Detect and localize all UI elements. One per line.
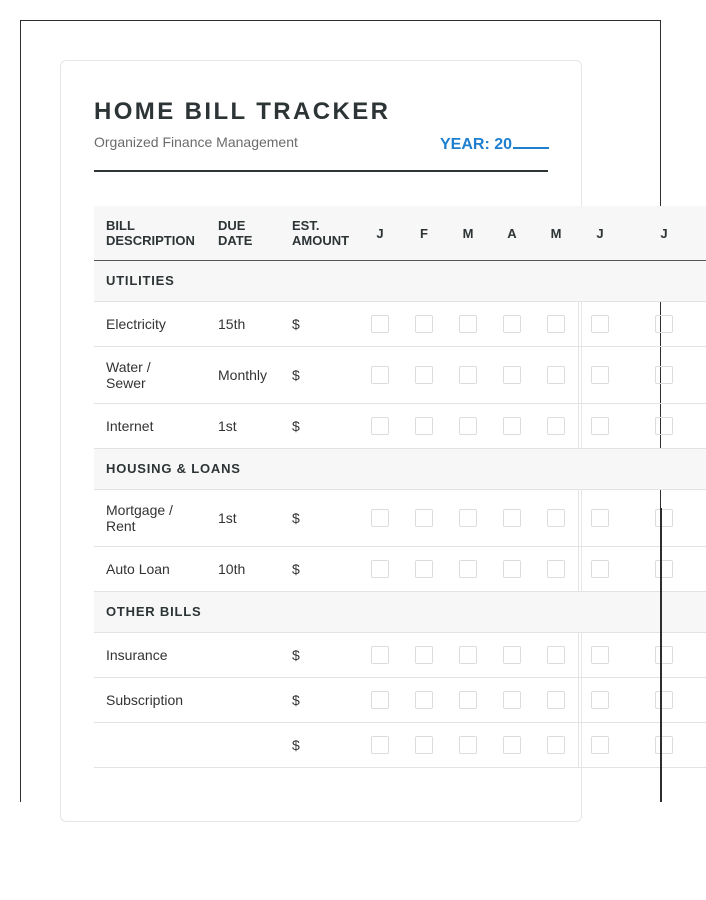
bill-due: 10th (206, 547, 280, 592)
paid-checkbox[interactable] (591, 417, 609, 435)
column-header: J (578, 206, 622, 261)
table-body (94, 261, 706, 768)
paid-checkbox[interactable] (655, 366, 673, 384)
bill-amount: $ (280, 490, 358, 547)
month-cell (402, 723, 446, 768)
month-cell (446, 723, 490, 768)
paid-checkbox[interactable] (371, 417, 389, 435)
year-blank-line[interactable] (513, 133, 549, 149)
paid-checkbox[interactable] (655, 736, 673, 754)
paid-checkbox[interactable] (371, 315, 389, 333)
month-cell (490, 547, 534, 592)
paid-checkbox[interactable] (655, 417, 673, 435)
column-header: BILL DESCRIPTION (94, 206, 206, 261)
section-row (94, 261, 706, 302)
month-cell (402, 547, 446, 592)
bill-description: Insurance (94, 633, 206, 678)
month-cell (622, 633, 706, 678)
page-title: HOME BILL TRACKER (94, 98, 391, 125)
month-cell (446, 633, 490, 678)
bill-amount: $ (280, 302, 358, 347)
paid-checkbox[interactable] (503, 646, 521, 664)
bill-description: Electricity (94, 302, 206, 347)
month-cell (358, 547, 402, 592)
bill-table (94, 206, 706, 768)
bill-amount: $ (280, 633, 358, 678)
month-cell (578, 404, 622, 449)
bill-due (206, 633, 280, 678)
section-row (94, 592, 706, 633)
month-cell (446, 547, 490, 592)
paid-checkbox[interactable] (655, 646, 673, 664)
month-cell (490, 404, 534, 449)
month-cell (622, 404, 706, 449)
month-cell (622, 347, 706, 404)
paid-checkbox[interactable] (371, 646, 389, 664)
month-cell (402, 302, 446, 347)
paid-checkbox[interactable] (459, 691, 477, 709)
month-cell (446, 490, 490, 547)
paid-checkbox[interactable] (459, 366, 477, 384)
table-row (94, 302, 706, 347)
column-header: A (490, 206, 534, 261)
month-cell (534, 678, 578, 723)
paid-checkbox[interactable] (371, 691, 389, 709)
bill-due (206, 723, 280, 768)
section-title: HOUSING & LOANS (94, 449, 706, 490)
month-cell (358, 347, 402, 404)
bill-amount: $ (280, 404, 358, 449)
month-cell (402, 633, 446, 678)
month-cell (534, 547, 578, 592)
month-cell (358, 678, 402, 723)
month-cell (446, 404, 490, 449)
month-cell (578, 347, 622, 404)
month-cell (490, 633, 534, 678)
paid-checkbox[interactable] (503, 736, 521, 754)
paid-checkbox[interactable] (591, 691, 609, 709)
paid-checkbox[interactable] (591, 560, 609, 578)
month-cell (534, 723, 578, 768)
paid-checkbox[interactable] (415, 509, 433, 527)
paid-checkbox[interactable] (591, 366, 609, 384)
month-cell (490, 723, 534, 768)
table-row (94, 347, 706, 404)
month-cell (534, 404, 578, 449)
bill-table-container (94, 206, 668, 782)
bill-description: Water / Sewer (94, 347, 206, 404)
paid-checkbox[interactable] (547, 366, 565, 384)
table-header-row (94, 206, 706, 261)
bill-description: Subscription (94, 678, 206, 723)
paid-checkbox[interactable] (503, 691, 521, 709)
paid-checkbox[interactable] (655, 509, 673, 527)
month-cell (622, 678, 706, 723)
paid-checkbox[interactable] (459, 646, 477, 664)
paid-checkbox[interactable] (591, 646, 609, 664)
table-row (94, 490, 706, 547)
paid-checkbox[interactable] (547, 417, 565, 435)
paid-checkbox[interactable] (371, 736, 389, 754)
bill-amount: $ (280, 347, 358, 404)
paid-checkbox[interactable] (503, 509, 521, 527)
paid-checkbox[interactable] (415, 366, 433, 384)
month-cell (402, 490, 446, 547)
month-cell (578, 302, 622, 347)
month-cell (622, 547, 706, 592)
month-cell (578, 547, 622, 592)
bill-description: Mortgage / Rent (94, 490, 206, 547)
bill-description: Internet (94, 404, 206, 449)
month-cell (446, 302, 490, 347)
month-cell (534, 347, 578, 404)
column-header: J (622, 206, 706, 261)
paid-checkbox[interactable] (371, 366, 389, 384)
table-row (94, 723, 706, 768)
bill-due: 1st (206, 490, 280, 547)
month-cell (578, 633, 622, 678)
month-cell (490, 678, 534, 723)
paid-checkbox[interactable] (547, 691, 565, 709)
paid-checkbox[interactable] (503, 315, 521, 333)
paid-checkbox[interactable] (415, 560, 433, 578)
year-label: YEAR: 20 (440, 136, 513, 153)
column-header: M (534, 206, 578, 261)
paid-checkbox[interactable] (503, 560, 521, 578)
bill-due: 1st (206, 404, 280, 449)
table-row (94, 678, 706, 723)
month-cell (446, 678, 490, 723)
paid-checkbox[interactable] (459, 315, 477, 333)
month-cell (578, 678, 622, 723)
bill-due (206, 678, 280, 723)
bill-due: 15th (206, 302, 280, 347)
month-cell (358, 302, 402, 347)
month-cell (446, 347, 490, 404)
paid-checkbox[interactable] (459, 736, 477, 754)
paid-checkbox[interactable] (371, 560, 389, 578)
month-cell (534, 490, 578, 547)
year-field[interactable] (440, 133, 549, 154)
paid-checkbox[interactable] (415, 691, 433, 709)
paid-checkbox[interactable] (503, 417, 521, 435)
paid-checkbox[interactable] (415, 646, 433, 664)
paid-checkbox[interactable] (591, 509, 609, 527)
bill-due: Monthly (206, 347, 280, 404)
column-header: F (402, 206, 446, 261)
table-row (94, 633, 706, 678)
month-cell (578, 723, 622, 768)
bill-description (94, 723, 206, 768)
month-cell (534, 633, 578, 678)
paid-checkbox[interactable] (547, 736, 565, 754)
paid-checkbox[interactable] (547, 646, 565, 664)
column-header: M (446, 206, 490, 261)
paid-checkbox[interactable] (547, 560, 565, 578)
paid-checkbox[interactable] (415, 417, 433, 435)
bill-amount: $ (280, 547, 358, 592)
page-subtitle: Organized Finance Management (94, 134, 298, 150)
month-cell (358, 723, 402, 768)
column-header: DUE DATE (206, 206, 280, 261)
section-row (94, 449, 706, 490)
table-row (94, 404, 706, 449)
bill-description: Auto Loan (94, 547, 206, 592)
header-divider (94, 170, 548, 172)
column-header: J (358, 206, 402, 261)
month-cell (402, 347, 446, 404)
month-cell (402, 678, 446, 723)
paid-checkbox[interactable] (415, 736, 433, 754)
paid-checkbox[interactable] (415, 315, 433, 333)
paid-checkbox[interactable] (655, 691, 673, 709)
month-cell (402, 404, 446, 449)
month-cell (358, 404, 402, 449)
month-cell (534, 302, 578, 347)
month-cell (622, 302, 706, 347)
section-title: OTHER BILLS (94, 592, 706, 633)
page-edge-line (660, 508, 662, 802)
paid-checkbox[interactable] (371, 509, 389, 527)
month-cell (622, 723, 706, 768)
bill-amount: $ (280, 678, 358, 723)
paid-checkbox[interactable] (547, 509, 565, 527)
bill-amount: $ (280, 723, 358, 768)
paid-checkbox[interactable] (547, 315, 565, 333)
month-cell (358, 633, 402, 678)
month-cell (622, 490, 706, 547)
month-cell (358, 490, 402, 547)
paid-checkbox[interactable] (591, 315, 609, 333)
column-header: EST. AMOUNT (280, 206, 358, 261)
month-cell (490, 302, 534, 347)
month-cell (490, 347, 534, 404)
paid-checkbox[interactable] (655, 315, 673, 333)
paid-checkbox[interactable] (503, 366, 521, 384)
table-row (94, 547, 706, 592)
month-cell (578, 490, 622, 547)
paid-checkbox[interactable] (459, 560, 477, 578)
month-cell (490, 490, 534, 547)
paid-checkbox[interactable] (459, 509, 477, 527)
paid-checkbox[interactable] (591, 736, 609, 754)
paid-checkbox[interactable] (655, 560, 673, 578)
paid-checkbox[interactable] (459, 417, 477, 435)
section-title: UTILITIES (94, 261, 706, 302)
